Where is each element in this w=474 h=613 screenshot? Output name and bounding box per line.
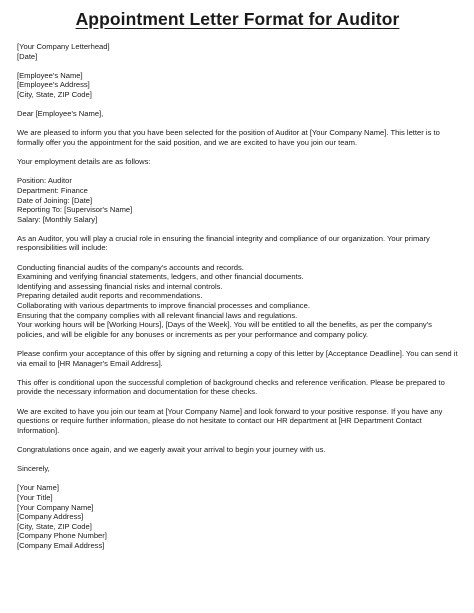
date-line: [Date] — [17, 51, 38, 61]
detail-department: Department: Finance — [17, 185, 88, 195]
signature-phone: [Company Phone Number] — [17, 531, 107, 541]
responsibility-item: Examining and verifying financial statements, ledgers, and other financial documents. — [17, 272, 304, 282]
hours-benefits-paragraph: Your working hours will be [Working Hours], [Days of the Week]. You will be entitled to all the benefits, as per the company's policies, and will be eligible for any bonuses or increments as per your performance and company policy. — [17, 320, 432, 339]
detail-salary: Salary: [Monthly Salary] — [17, 214, 98, 224]
signature-city: [City, State, ZIP Code] — [17, 521, 92, 531]
closing-paragraph: We are excited to have you join our team at [Your Company Name] and look forward to your positive response. If you have any questions or require further information, please do not hesitate to contact our HR department at [HR Department Contact Information]. — [17, 406, 443, 435]
responsibilities-list — [17, 263, 458, 321]
signature-name: [Your Name] — [17, 483, 59, 493]
congrats-paragraph: Congratulations once again, and we eagerly await your arrival to begin your journey with us. — [17, 444, 326, 454]
role-intro-paragraph: As an Auditor, you will play a crucial role in ensuring the financial integrity and compliance of our organization. Your primary responsibilities will include: — [17, 233, 430, 253]
signature-company: [Your Company Name] — [17, 502, 94, 512]
recipient-block — [17, 71, 458, 100]
detail-position: Position: Auditor — [17, 176, 72, 186]
signature-address: [Company Address] — [17, 512, 84, 522]
page-title: Appointment Letter Format for Auditor — [75, 9, 400, 29]
signoff: Sincerely, — [17, 464, 50, 474]
detail-joining-date: Date of Joining: [Date] — [17, 195, 93, 205]
responsibility-item: Conducting financial audits of the company's accounts and records. — [17, 262, 244, 272]
salutation: Dear [Employee's Name], — [17, 109, 104, 119]
responsibility-item: Preparing detailed audit reports and recommendations. — [17, 291, 203, 301]
recipient-address: [Employee's Address] — [17, 80, 90, 90]
signature-email: [Company Email Address] — [17, 540, 105, 550]
signature-block — [17, 483, 458, 550]
letterhead-line: [Your Company Letterhead] — [17, 42, 110, 51]
employment-details — [17, 176, 458, 224]
recipient-name: [Employee's Name] — [17, 70, 83, 80]
responsibility-item: Identifying and assessing financial risks and internal controls. — [17, 281, 223, 291]
signature-title: [Your Title] — [17, 492, 53, 502]
intro-paragraph: We are pleased to inform you that you have been selected for the position of Auditor at [Your Company Name]. This letter is to formally offer you the appointment for the said position, and we are excited to have you join our team. — [17, 128, 440, 147]
responsibility-item: Collaborating with various departments to improve financial processes and compliance. — [17, 301, 310, 311]
letter-body — [17, 42, 458, 550]
letterhead-block — [17, 42, 458, 61]
detail-reporting-to: Reporting To: [Supervisor's Name] — [17, 205, 133, 215]
responsibility-item: Ensuring that the company complies with all relevant financial laws and regulations. — [17, 310, 298, 320]
recipient-city: [City, State, ZIP Code] — [17, 89, 92, 99]
conditional-paragraph: This offer is conditional upon the successful completion of background checks and reference verification. Please be prepared to provide the necessary information and documentation for these checks. — [17, 377, 445, 397]
confirm-paragraph: Please confirm your acceptance of this offer by signing and returning a copy of this letter by [Acceptance Deadline]. You can send it via email to [HR Manager's Email Address]. — [17, 349, 458, 368]
details-intro: Your employment details are as follows: — [17, 157, 151, 167]
